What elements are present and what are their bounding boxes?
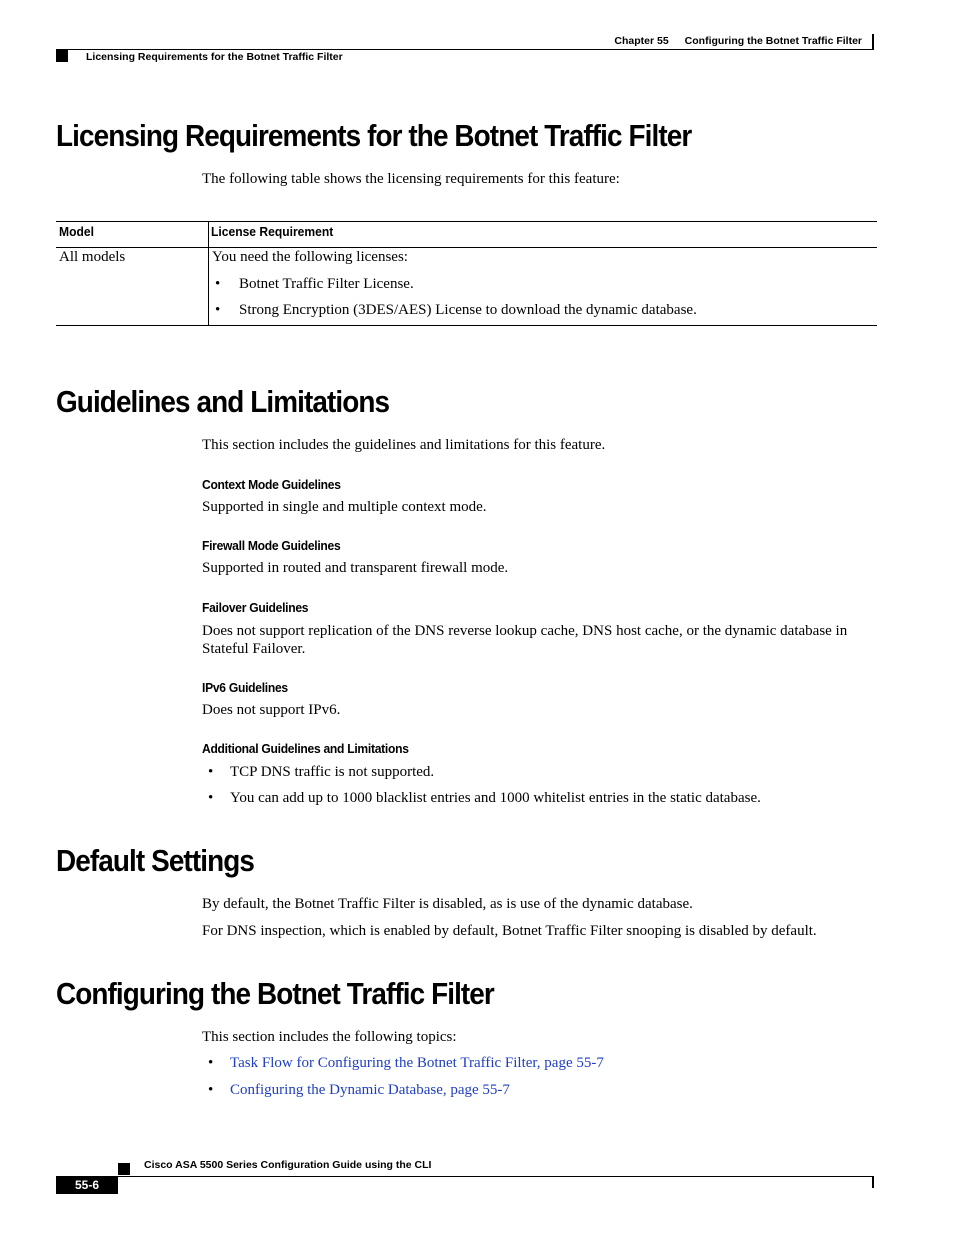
context-mode-text: Supported in single and multiple context mode. [202,499,487,515]
header-rule [56,49,874,50]
failover-text: Does not support replication of the DNS reverse lookup cache, DNS host cache, or the dynamic database in Stateful Failover. [202,623,848,657]
list-item [208,1082,510,1099]
header-chapter-number: Chapter 55 [614,35,669,47]
default-settings-heading: Default Settings [56,843,254,878]
page-number: 55-6 [56,1176,118,1194]
table-requirement-item: • Strong Encryption (3DES/AES) License to download the dynamic database. [215,302,697,318]
list-item [208,1055,604,1072]
table-column-divider [208,222,209,325]
header-square-marker [56,50,68,62]
table-header-model: Model [59,224,94,239]
list-item: • You can add up to 1000 blacklist entries and 1000 whitelist entries in the static database. [208,790,761,806]
dynamic-database-link[interactable]: Configuring the Dynamic Database, page 55-7 [230,1082,510,1098]
licensing-heading: Licensing Requirements for the Botnet Traffic Filter [56,118,692,153]
bullet-icon: • [208,1082,214,1098]
footer-square-marker [118,1163,130,1175]
additional-guidelines-heading: Additional Guidelines and Limitations [202,741,409,756]
table-header-license: License Requirement [211,224,334,239]
guidelines-intro: This section includes the guidelines and limitations for this feature. [202,437,606,453]
default-settings-para-2: For DNS inspection, which is enabled by default, Botnet Traffic Filter snooping is disabled by default. [202,923,817,939]
configuring-heading: Configuring the Botnet Traffic Filter [56,976,494,1011]
task-flow-link[interactable]: Task Flow for Configuring the Botnet Traffic Filter, page 55-7 [230,1055,604,1071]
configuring-intro: This section includes the following topics: [202,1029,457,1045]
table-cell-model: All models [59,249,126,265]
bullet-icon: • [208,790,214,806]
header-section-title: Licensing Requirements for the Botnet Traffic Filter [86,51,343,63]
table-cell-requirement-intro: You need the following licenses: [212,249,408,265]
context-mode-heading: Context Mode Guidelines [202,477,341,492]
footer-rule [56,1176,874,1177]
bullet-icon: • [208,764,214,780]
guidelines-heading: Guidelines and Limitations [56,384,390,419]
footer-bar [872,1176,874,1188]
bullet-icon: • [208,1055,214,1071]
table-bottom-rule [56,325,877,326]
bullet-icon: • [215,302,221,318]
ipv6-text: Does not support IPv6. [202,702,341,718]
firewall-mode-heading: Firewall Mode Guidelines [202,538,341,553]
header-chapter-title: Configuring the Botnet Traffic Filter [684,35,862,47]
ipv6-heading: IPv6 Guidelines [202,680,288,695]
bullet-icon: • [215,276,221,292]
table-top-rule [56,221,877,222]
header-bar [872,34,874,50]
running-header-chapter [614,35,862,47]
footer-guide-title: Cisco ASA 5500 Series Configuration Guide using the CLI [144,1159,432,1171]
list-item: • TCP DNS traffic is not supported. [208,764,435,780]
default-settings-para-1: By default, the Botnet Traffic Filter is disabled, as is use of the dynamic database. [202,896,693,912]
table-requirement-item: • Botnet Traffic Filter License. [215,276,414,292]
licensing-intro: The following table shows the licensing requirements for this feature: [202,171,620,187]
firewall-mode-text: Supported in routed and transparent firewall mode. [202,560,509,576]
failover-heading: Failover Guidelines [202,600,309,615]
table-header-rule [56,247,877,248]
